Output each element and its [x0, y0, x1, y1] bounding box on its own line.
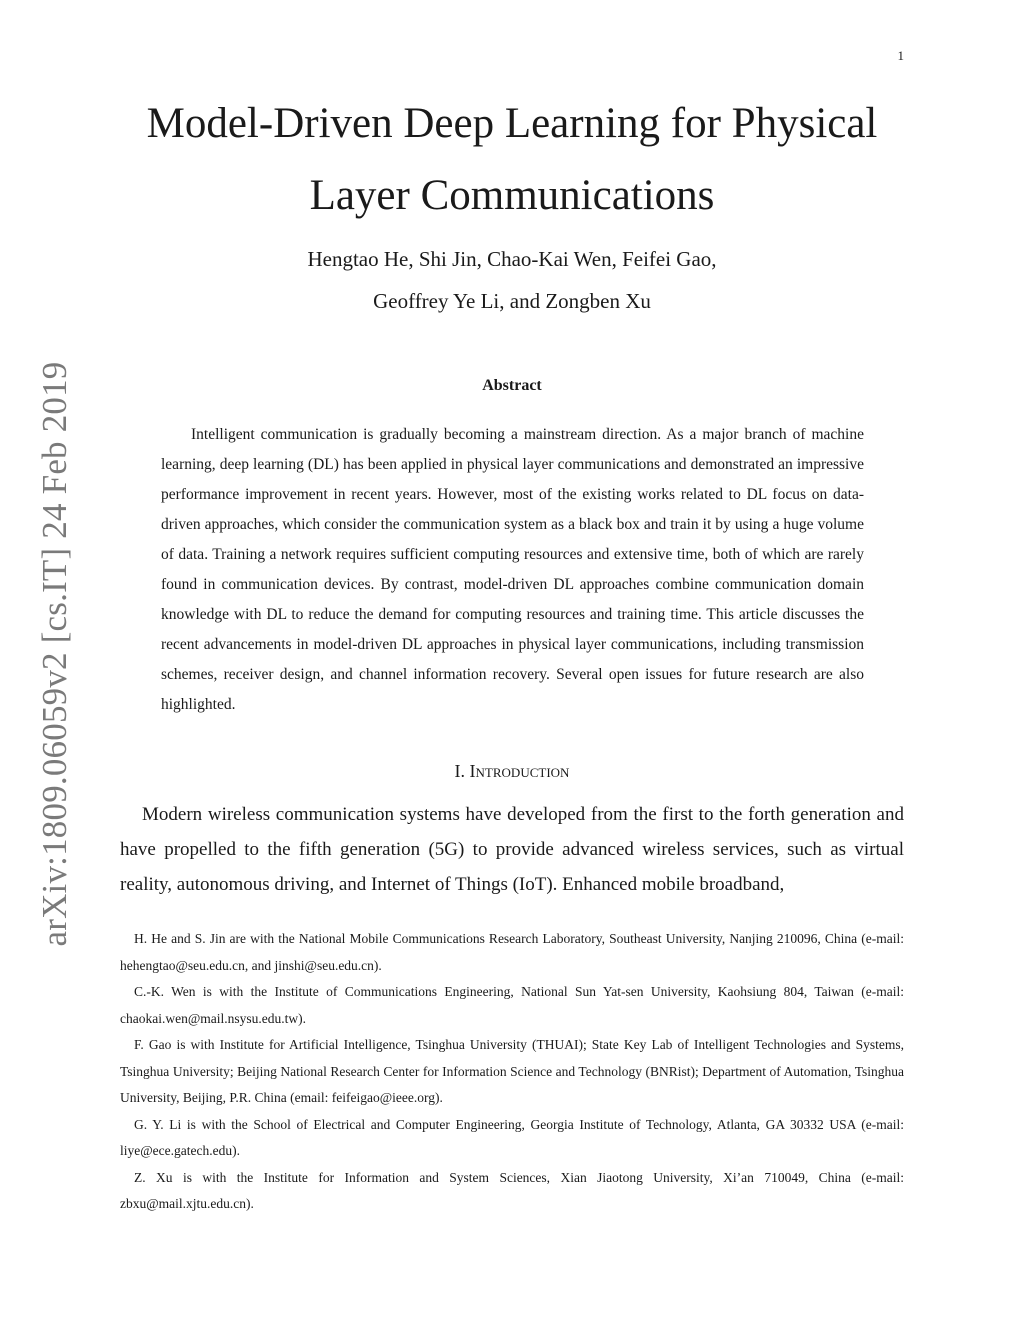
abstract-heading: Abstract: [482, 377, 542, 394]
footnote-affiliation-gao: F. Gao is with Institute for Artificial Intelligence, Tsinghua University (THUAI); State Key Lab of Intelligent Technologies and Systems, Tsinghua University; Beijing National Research Center for Information Science and Technology (BNRist); Department of Automation, Tsinghua University, Beijing, P.R. China (email: feifeigao@ieee.org).: [120, 1037, 904, 1105]
author-list: [120, 238, 904, 322]
section-heading: [120, 761, 904, 782]
footnote-affiliation-he-jin: H. He and S. Jin are with the National Mobile Communications Research Laboratory, Southeast University, Nanjing 210096, China (e-mail: hehengtao@seu.edu.cn, and jinshi@seu.edu.cn).: [120, 931, 904, 973]
authors-line-2: Geoffrey Ye Li, and Zongben Xu: [373, 289, 651, 313]
arxiv-identifier-stamp: arXiv:1809.06059v2 [cs.IT] 24 Feb 2019: [35, 361, 74, 947]
introduction-paragraph: Modern wireless communication systems have developed from the first to the forth generation and have propelled to the fifth generation (5G) to provide advanced wireless services, such as virtual reality, autonomous driving, and Internet of Things (IoT). Enhanced mobile broadband,: [120, 804, 904, 895]
section-title: Introduction: [469, 761, 570, 781]
paper-title: [120, 88, 904, 232]
footnotes: [120, 926, 904, 1218]
authors-line-1: Hengtao He, Shi Jin, Chao-Kai Wen, Feifei Gao,: [307, 247, 717, 271]
footnote-affiliation-li: G. Y. Li is with the School of Electrical and Computer Engineering, Georgia Institute of Technology, Atlanta, GA 30332 USA (e-mail: liye@ece.gatech.edu).: [120, 1116, 904, 1158]
abstract-text: Intelligent communication is gradually becoming a mainstream direction. As a major branch of machine learning, deep learning (DL) has been applied in physical layer communications and demonstrated an impressive performance improvement in recent years. However, most of the existing works related to DL focus on data-driven approaches, which consider the communication system as a black box and train it by using a huge volume of data. Training a network requires sufficient computing resources and extensive time, both of which are rarely found in communication devices. By contrast, model-driven DL approaches combine communication domain knowledge with DL to reduce the demand for computing resources and training time. This article discusses the recent advancements in model-driven DL approaches in physical layer communications, including transmission schemes, receiver design, and channel information recovery. Several open issues for future research are also highlighted.: [161, 426, 864, 713]
footnote-affiliation-wen: C.-K. Wen is with the Institute of Communications Engineering, National Sun Yat-sen University, Kaohsiung 804, Taiwan (e-mail: chaokai.wen@mail.nsysu.edu.tw).: [120, 984, 904, 1026]
page-number: 1: [897, 48, 904, 63]
title-line-2: Layer Communications: [309, 172, 715, 219]
section-number: I.: [454, 761, 466, 781]
title-line-1: Model-Driven Deep Learning for Physical: [146, 100, 878, 147]
footnote-affiliation-xu: Z. Xu is with the Institute for Information and System Sciences, Xian Jiaotong University, Xi’an 710049, China (e-mail: zbxu@mail.xjtu.edu.cn).: [120, 1169, 904, 1211]
